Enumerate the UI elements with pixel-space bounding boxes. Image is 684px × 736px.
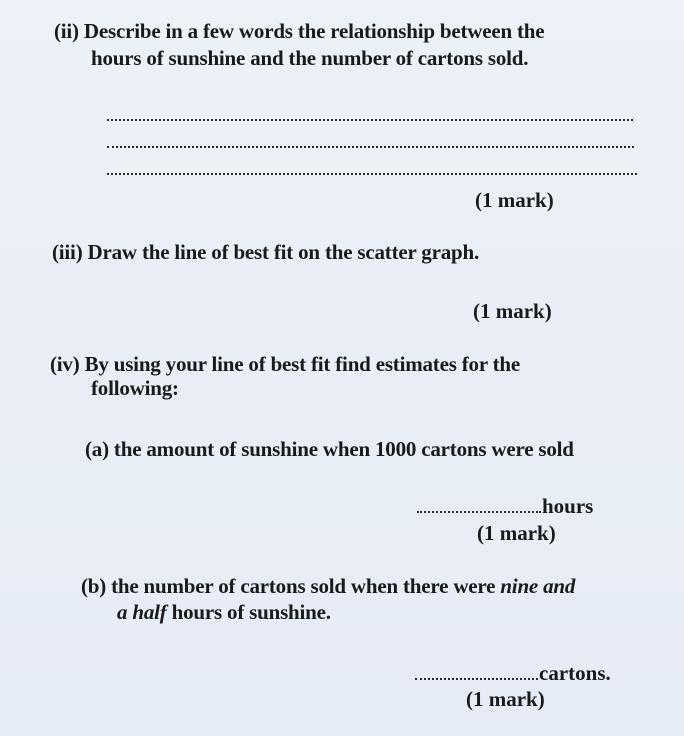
question-iv-b-mark: (1 mark) xyxy=(466,687,545,711)
question-ii-mark: (1 mark) xyxy=(475,188,554,212)
question-iii-text: (iii) Draw the line of best fit on the scatter graph. xyxy=(52,240,480,264)
question-iv-line2: following: xyxy=(91,376,179,400)
hours-unit: hours xyxy=(542,494,594,518)
answer-line-3[interactable] xyxy=(107,173,637,175)
answer-line-1[interactable] xyxy=(107,119,633,121)
question-iv-b-line2-rest: hours of sunshine. xyxy=(166,600,331,624)
question-iv-a-text: (a) the amount of sunshine when 1000 cartons were sold xyxy=(85,437,574,461)
question-iv-b-line1 xyxy=(81,574,575,598)
question-ii-line2: hours of sunshine and the number of cartons sold. xyxy=(91,46,529,70)
question-iv-b-line2 xyxy=(117,600,331,624)
question-iii-mark: (1 mark) xyxy=(473,299,552,323)
question-iv-b-line2-italic: a half xyxy=(117,600,167,624)
question-iv-line1: (iv) By using your line of best fit find estimates for the xyxy=(50,352,521,376)
cartons-unit: cartons. xyxy=(539,661,611,685)
question-ii-line1: (ii) Describe in a few words the relationship between the xyxy=(54,19,545,43)
question-iv-a-mark: (1 mark) xyxy=(477,521,556,545)
answer-cartons-field[interactable] xyxy=(415,678,538,680)
answer-hours-field[interactable] xyxy=(417,511,541,513)
question-iv-b-line1-start: (b) the number of cartons sold when there were xyxy=(81,574,501,598)
question-iv-b-line1-italic: nine and xyxy=(500,574,576,598)
answer-line-2[interactable] xyxy=(107,146,634,148)
